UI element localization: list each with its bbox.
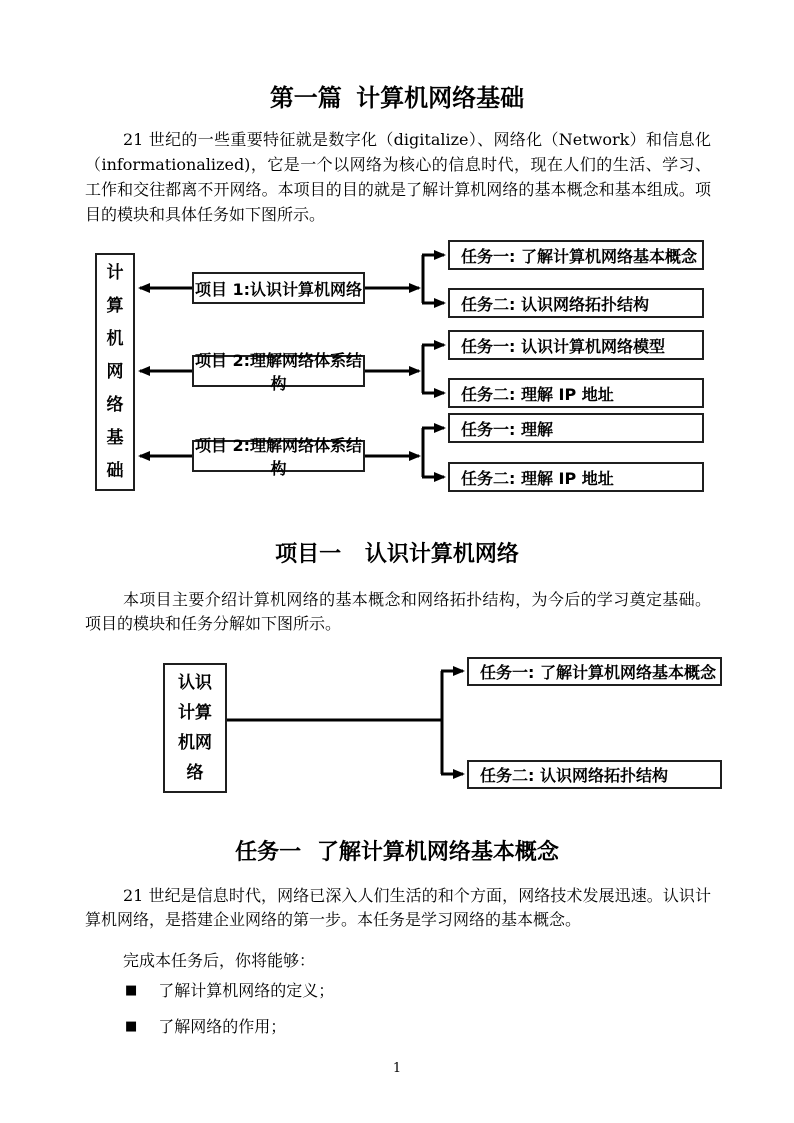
diagram1-project-box: 项目 1:认识计算机网络 — [192, 272, 365, 304]
bullet-text: 了解网络的作用； — [158, 1017, 287, 1036]
page-title: 第一篇 计算机网络基础 — [269, 84, 525, 112]
bullet-text: 了解计算机网络的定义； — [158, 981, 335, 1000]
diagram1-root-box: 计算机网络基础 — [95, 253, 135, 491]
bullet-square-icon: ■ — [125, 1019, 138, 1034]
bullet-square-icon: ■ — [125, 983, 138, 998]
bullet-item — [125, 1017, 286, 1037]
task1-heading: 任务一 了解计算机网络基本概念 — [235, 840, 559, 865]
page-number: 1 — [392, 1061, 402, 1076]
diagram2-root-box: 认识计算机网络 — [163, 663, 227, 793]
diagram2-task-box: 任务二: 认识网络拓扑结构 — [467, 760, 722, 789]
diagram1-project-box: 项目 2:理解网络体系结构 — [192, 355, 365, 387]
project1-heading: 项目一 认识计算机网络 — [275, 542, 519, 567]
task1-paragraph: 21 世纪是信息时代，网络已深入人们生活的和个方面，网络技术发展迅速。认识计算机网络，是搭建企业网络的第一步。本任务是学习网络的基本概念。 — [85, 886, 711, 929]
diagram1-task-box: 任务二: 理解 IP 地址 — [448, 462, 704, 492]
diagram2-task-box: 任务一: 了解计算机网络基本概念 — [467, 657, 722, 686]
project1-paragraph: 本项目主要介绍计算机网络的基本概念和网络拓扑结构，为今后的学习奠定基础。项目的模块和任务分解如下图所示。 — [85, 590, 711, 633]
diagram1-task-box: 任务二: 认识网络拓扑结构 — [448, 288, 704, 318]
bullet-item — [125, 981, 334, 1001]
diagram1-task-box: 任务一: 理解 — [448, 413, 704, 443]
objectives-intro: 完成本任务后，你将能够： — [123, 951, 316, 970]
diagram1-project-box: 项目 2:理解网络体系结构 — [192, 440, 365, 472]
diagram1-task-box: 任务一: 了解计算机网络基本概念 — [448, 240, 704, 270]
diagram1-task-box: 任务二: 理解 IP 地址 — [448, 378, 704, 408]
diagram1-task-box: 任务一: 认识计算机网络模型 — [448, 330, 704, 360]
intro-paragraph: 21 世纪的一些重要特征就是数字化（digitalize）、网络化（Network）和信息化（informationalized)，它是一个以网络为核心的信息时代，现在人们的生活、学习、工作和交往都离不开网络。本项目的目的就是了解计算机网络的基本概念和基本组成。项目的模块和具体任务如下图所示。 — [85, 130, 711, 224]
